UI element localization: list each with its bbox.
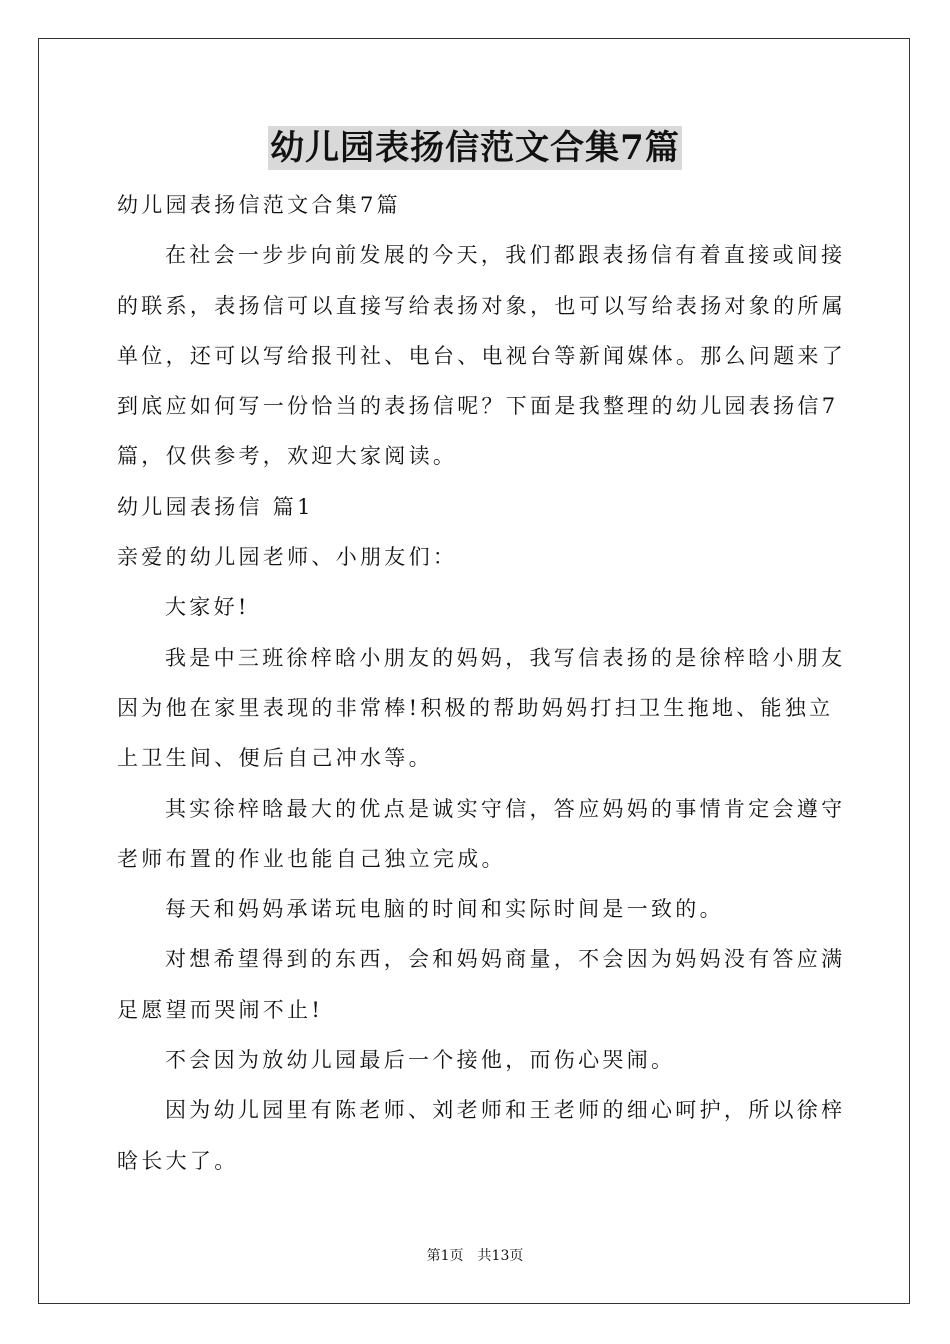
body-line: 单位，还可以写给报刊社、电台、电视台等新闻媒体。那么问题来了	[117, 343, 846, 368]
body-line: 每天和妈妈承诺玩电脑的时间和实际时间是一致的。	[165, 897, 724, 922]
body-line: 因为他在家里表现的非常棒!积极的帮助妈妈打扫卫生拖地、能独立	[117, 695, 834, 720]
body-line: 到底应如何写一份恰当的表扬信呢？下面是我整理的幼儿园表扬信7	[117, 394, 839, 419]
body-line: 其实徐梓晗最大的优点是诚实守信，答应妈妈的事情肯定会遵守	[165, 796, 846, 821]
body-line: 对想希望得到的东西，会和妈妈商量，不会因为妈妈没有答应满	[165, 947, 846, 972]
document-body	[117, 180, 846, 1186]
body-line: 我是中三班徐梓晗小朋友的妈妈，我写信表扬的是徐梓晗小朋友	[165, 645, 846, 670]
body-line: 不会因为放幼儿园最后一个接他，而伤心哭闹。	[165, 1048, 676, 1073]
body-line: 篇，仅供参考，欢迎大家阅读。	[117, 444, 458, 469]
body-line: 老师布置的作业也能自己独立完成。	[117, 846, 506, 871]
body-line: 上卫生间、便后自己冲水等。	[117, 746, 433, 771]
body-line: 晗长大了。	[117, 1148, 239, 1173]
body-line: 足愿望而哭闹不止!	[117, 997, 324, 1022]
title-container	[0, 126, 950, 170]
body-line: 幼儿园表扬信范文合集7篇	[117, 193, 401, 217]
document-title: 幼儿园表扬信范文合集7篇	[270, 128, 680, 168]
page-footer	[0, 1247, 950, 1265]
salutation: 亲爱的幼儿园老师、小朋友们：	[117, 545, 458, 570]
body-line: 的联系，表扬信可以直接写给表扬对象，也可以写给表扬对象的所属	[117, 293, 846, 318]
page-number: 第1页	[426, 1248, 464, 1264]
body-line: 在社会一步步向前发展的今天，我们都跟表扬信有着直接或间接	[165, 243, 846, 268]
section-heading: 幼儿园表扬信 篇1	[117, 494, 314, 519]
body-line: 因为幼儿园里有陈老师、刘老师和王老师的细心呵护，所以徐梓	[165, 1098, 846, 1123]
page-total: 共13页	[477, 1248, 524, 1264]
greeting: 大家好!	[165, 595, 250, 620]
